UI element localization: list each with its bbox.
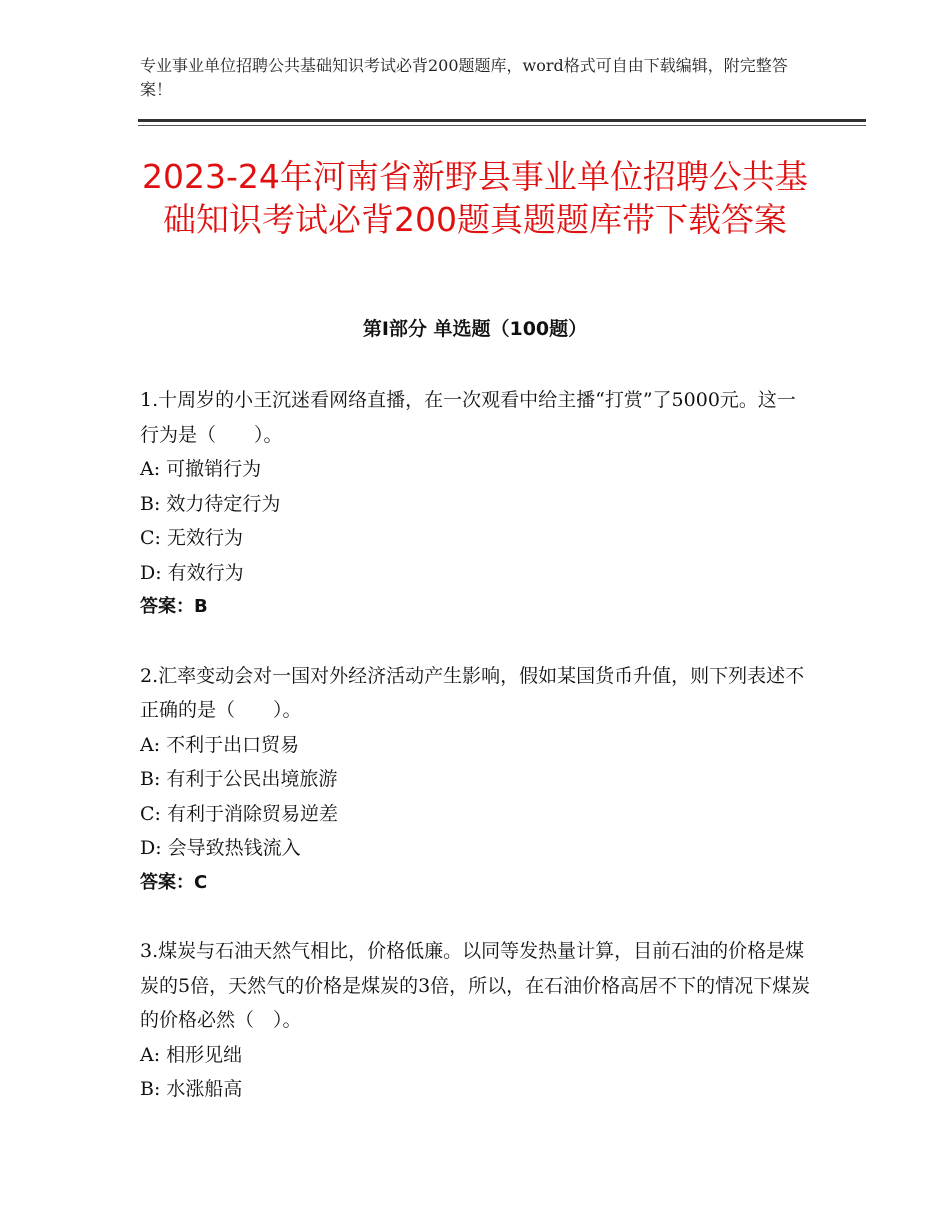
question-list	[140, 383, 812, 1141]
document-title: 2023-24年河南省新野县事业单位招聘公共基础知识考试必背200题真题题库带下载答案	[142, 157, 808, 239]
question-3	[140, 934, 812, 1107]
question-stem: 2.汇率变动会对一国对外经济活动产生影响，假如某国货币升值，则下列表述不正确的是（ ）。	[140, 664, 805, 721]
option-c: C: 有利于消除贸易逆差	[140, 802, 338, 825]
option-a: A: 相形见绌	[140, 1043, 243, 1066]
option-b: B: 效力待定行为	[140, 492, 281, 515]
option-d: D: 有效行为	[140, 561, 244, 584]
header-divider-thin	[138, 125, 866, 126]
option-b: B: 水涨船高	[140, 1078, 243, 1100]
option-b: B: 有利于公民出境旅游	[140, 768, 338, 790]
section-title: 第Ⅰ部分 单选题（100题）	[362, 318, 588, 340]
option-a: A: 不利于出口贸易	[140, 733, 300, 756]
question-stem: 1.十周岁的小王沉迷看网络直播，在一次观看中给主播“打赏”了5000元。这一行为是（ ）。	[140, 389, 796, 446]
question-2	[140, 659, 812, 901]
option-c: C: 无效行为	[140, 527, 243, 549]
question-stem: 3.煤炭与石油天然气相比，价格低廉。以同等发热量计算，目前石油的价格是煤炭的5倍，天然气的价格是煤炭的3倍，所以，在石油价格高居不下的情况下煤炭的价格必然（ ）。	[140, 940, 811, 1031]
answer-line: 答案：B	[140, 596, 208, 617]
header-note: 专业事业单位招聘公共基础知识考试必背200题题库，word格式可自由下载编辑，附完整答案！	[140, 56, 788, 99]
header-divider-thick	[138, 119, 866, 122]
option-a: A: 可撤销行为	[140, 458, 262, 480]
question-1	[140, 383, 812, 625]
answer-line: 答案：C	[140, 871, 208, 893]
option-d: D: 会导致热钱流入	[140, 837, 301, 859]
